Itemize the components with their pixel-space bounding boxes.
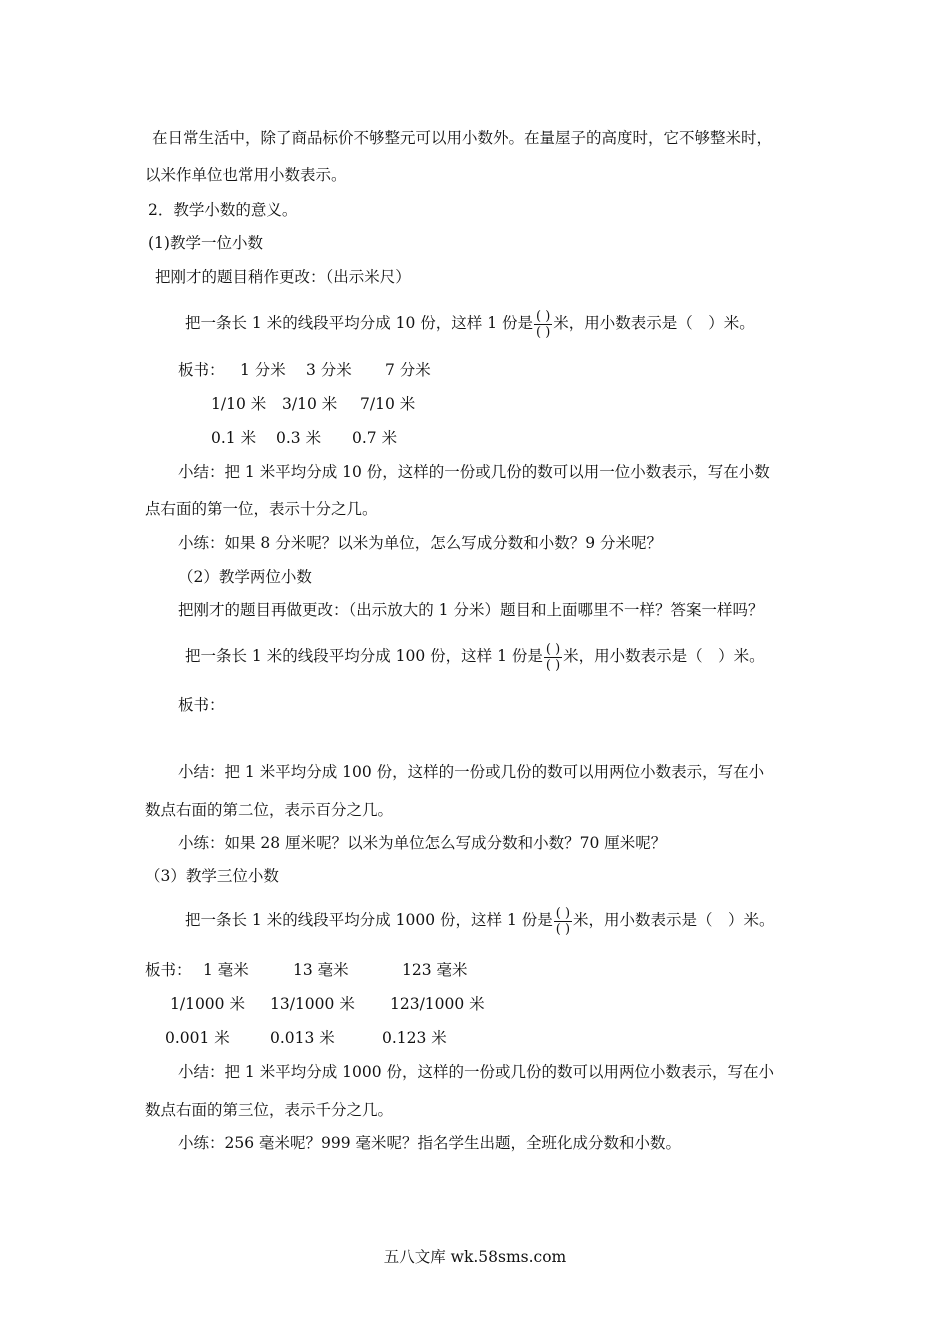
summary-line: 点右面的第一位，表示十分之几。	[145, 500, 378, 518]
question-text: 米，用小数表示是（ ）米。	[573, 911, 775, 929]
page-footer: 五八文库 wk.58sms.com	[383, 1248, 567, 1266]
fraction	[554, 906, 572, 937]
fraction-denominator: ( )	[555, 921, 571, 937]
practice-line: 小练：如果 8 分米呢？以米为单位，怎么写成分数和小数？9 分米呢？	[178, 534, 663, 552]
fraction-numerator: ( )	[555, 905, 571, 921]
board-cell: 7/10 米	[360, 395, 416, 413]
board-cell: 0.001 米	[165, 1029, 230, 1047]
board-cell: 7 分米	[385, 361, 431, 379]
section-heading: 2．教学小数的意义。	[148, 201, 298, 219]
board-label: 板书：	[178, 361, 225, 379]
practice-line: 小练：如果 28 厘米呢？以米为单位怎么写成分数和小数？70 厘米呢？	[178, 834, 667, 852]
fraction	[544, 642, 562, 673]
board-cell: 123/1000 米	[390, 995, 485, 1013]
summary-line: 小结：把 1 米平均分成 10 份，这样的一份或几份的数可以用一位小数表示，写在小数	[178, 463, 770, 481]
board-cell: 13/1000 米	[270, 995, 355, 1013]
question-line	[185, 303, 755, 343]
board-cell: 1/10 米	[211, 395, 267, 413]
board-cell: 3/10 米	[282, 395, 338, 413]
board-cell: 13 毫米	[293, 961, 349, 979]
paragraph-line: 把刚才的题目稍作更改：（出示米尺）	[155, 268, 411, 286]
board-cell: 0.3 米	[276, 429, 322, 447]
question-text: 米，用小数表示是（ ）米。	[563, 647, 765, 665]
question-text: 把一条长 1 米的线段平均分成 1000 份，这样 1 份是	[185, 911, 553, 929]
paragraph-line: 在日常生活中，除了商品标价不够整元可以用小数外。在量屋子的高度时，它不够整米时，	[152, 129, 773, 147]
summary-line: 数点右面的第二位，表示百分之几。	[145, 801, 394, 819]
fraction-numerator: ( )	[536, 308, 551, 324]
question-text: 把一条长 1 米的线段平均分成 100 份，这样 1 份是	[185, 647, 543, 665]
question-text: 米，用小数表示是（ ）米。	[553, 314, 755, 332]
summary-line: 数点右面的第三位，表示千分之几。	[145, 1101, 394, 1119]
question-line	[185, 900, 775, 940]
fraction-denominator: ( )	[536, 324, 551, 340]
board-cell: 3 分米	[306, 361, 352, 379]
board-cell: 0.1 米	[211, 429, 257, 447]
board-cell: 0.7 米	[352, 429, 398, 447]
board-cell: 1/1000 米	[170, 995, 245, 1013]
subsection-heading: （3）教学三位小数	[145, 867, 279, 885]
subsection-heading: （2）教学两位小数	[178, 568, 312, 586]
question-line	[185, 636, 765, 676]
board-label: 板书：	[145, 961, 192, 979]
board-cell: 1 毫米	[203, 961, 249, 979]
paragraph-line: 以米作单位也常用小数表示。	[145, 166, 347, 184]
fraction-numerator: ( )	[545, 641, 561, 657]
summary-line: 小结：把 1 米平均分成 100 份，这样的一份或几份的数可以用两位小数表示，写在小	[178, 763, 765, 781]
board-cell: 0.013 米	[270, 1029, 335, 1047]
board-cell: 1 分米	[240, 361, 286, 379]
question-text: 把一条长 1 米的线段平均分成 10 份，这样 1 份是	[185, 314, 534, 332]
paragraph-line: 把刚才的题目再做更改：（出示放大的 1 分米）题目和上面哪里不一样？答案一样吗？	[178, 601, 764, 619]
board-cell: 123 毫米	[402, 961, 468, 979]
fraction	[534, 309, 552, 340]
summary-line: 小结：把 1 米平均分成 1000 份，这样的一份或几份的数可以用两位小数表示，写在小	[178, 1063, 775, 1081]
board-label: 板书：	[178, 696, 225, 714]
subsection-heading: (1)教学一位小数	[148, 234, 263, 252]
fraction-denominator: ( )	[545, 657, 561, 673]
practice-line: 小练：256 毫米呢？999 毫米呢？指名学生出题，全班化成分数和小数。	[178, 1134, 682, 1152]
board-cell: 0.123 米	[382, 1029, 447, 1047]
